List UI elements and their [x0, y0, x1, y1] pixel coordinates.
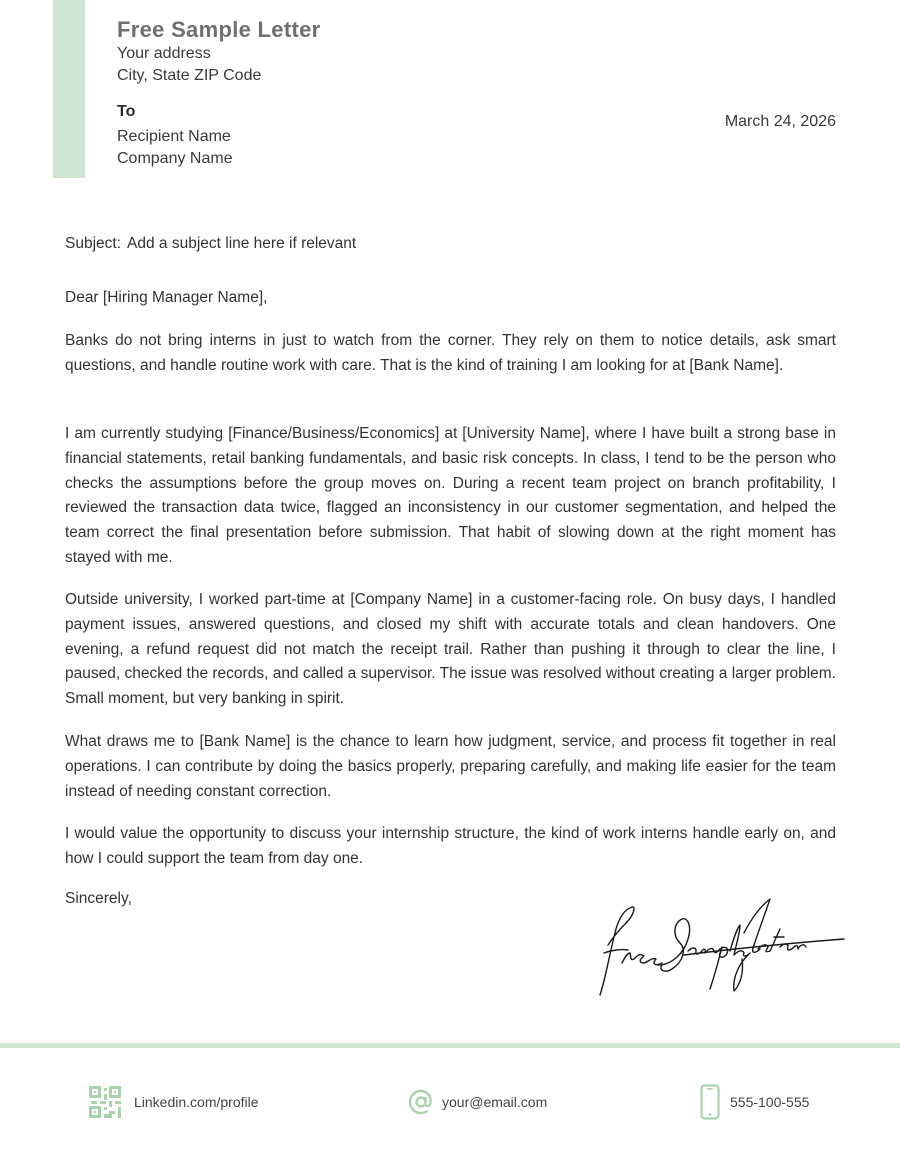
letter-date: March 24, 2026: [724, 113, 836, 130]
recipient-company: Company Name: [117, 150, 233, 167]
body-paragraph: I would value the opportunity to discuss your internship structure, the kind of work interns handle early on, and how I could support the team from day one.: [65, 825, 836, 867]
body-paragraph: Banks do not bring interns in just to watch from the corner. They rely on them to notice details, ask smart questions, and handle routine work with care. That is the kind of training I am looking for at [Bank Name].: [65, 332, 836, 374]
recipient-label: To: [117, 103, 136, 120]
footer-divider: [0, 1043, 900, 1048]
body-paragraph: I am currently studying [Finance/Business/Economics] at [University Name], where I have built a strong base in financial statements, retail banking fundamentals, and basic risk concepts. In class, I tend to be the person who checks the assumptions before the group moves on. During a recent team project on branch profitability, I reviewed the transaction data twice, flagged an inconsistency in our customer segmentation, and helped the team correct the final presentation before submission. That habit of slowing down at the right moment has stayed with me.: [65, 425, 836, 566]
at-sign-icon: [408, 1089, 434, 1115]
closing: Sincerely,: [65, 890, 132, 907]
body-paragraph: Outside university, I worked part-time at [Company Name] in a customer-facing role. On busy days, I handled payment issues, answered questions, and closed my shift with accurate totals and clean handovers. One evening, a refund request did not match the receipt trail. Rather than pushing it through to clear the line, I paused, checked the records, and called a supervisor. The issue was resolved without creating a larger problem. Small moment, but very banking in spirit.: [65, 591, 836, 708]
footer-linkedin[interactable]: [88, 1084, 259, 1120]
phone-number[interactable]: 555-100-555: [730, 1094, 810, 1110]
subject-label: Subject:: [65, 235, 122, 252]
mobile-phone-icon: [700, 1084, 720, 1120]
accent-bar: [53, 0, 85, 178]
salutation: Dear [Hiring Manager Name],: [65, 289, 268, 306]
subject-text: Add a subject line here if relevant: [127, 235, 357, 252]
qr-code-icon: [88, 1085, 122, 1119]
email-link[interactable]: your@email.com: [442, 1094, 548, 1110]
linkedin-link[interactable]: Linkedin.com/profile: [134, 1094, 259, 1110]
sender-name: Free Sample Letter: [117, 17, 321, 42]
footer-email[interactable]: [408, 1084, 547, 1120]
sender-address-line2: City, State ZIP Code: [117, 67, 262, 84]
sender-address-line1: Your address: [117, 45, 211, 62]
recipient-name: Recipient Name: [117, 128, 231, 145]
footer-phone[interactable]: [700, 1084, 809, 1120]
subject-line: [65, 235, 356, 253]
signature-image: [592, 893, 848, 1001]
body-paragraph: What draws me to [Bank Name] is the chance to learn how judgment, service, and process fit together in real operations. I can contribute by doing the basics properly, preparing carefully, and making life easier for the team instead of needing constant correction.: [65, 733, 836, 800]
